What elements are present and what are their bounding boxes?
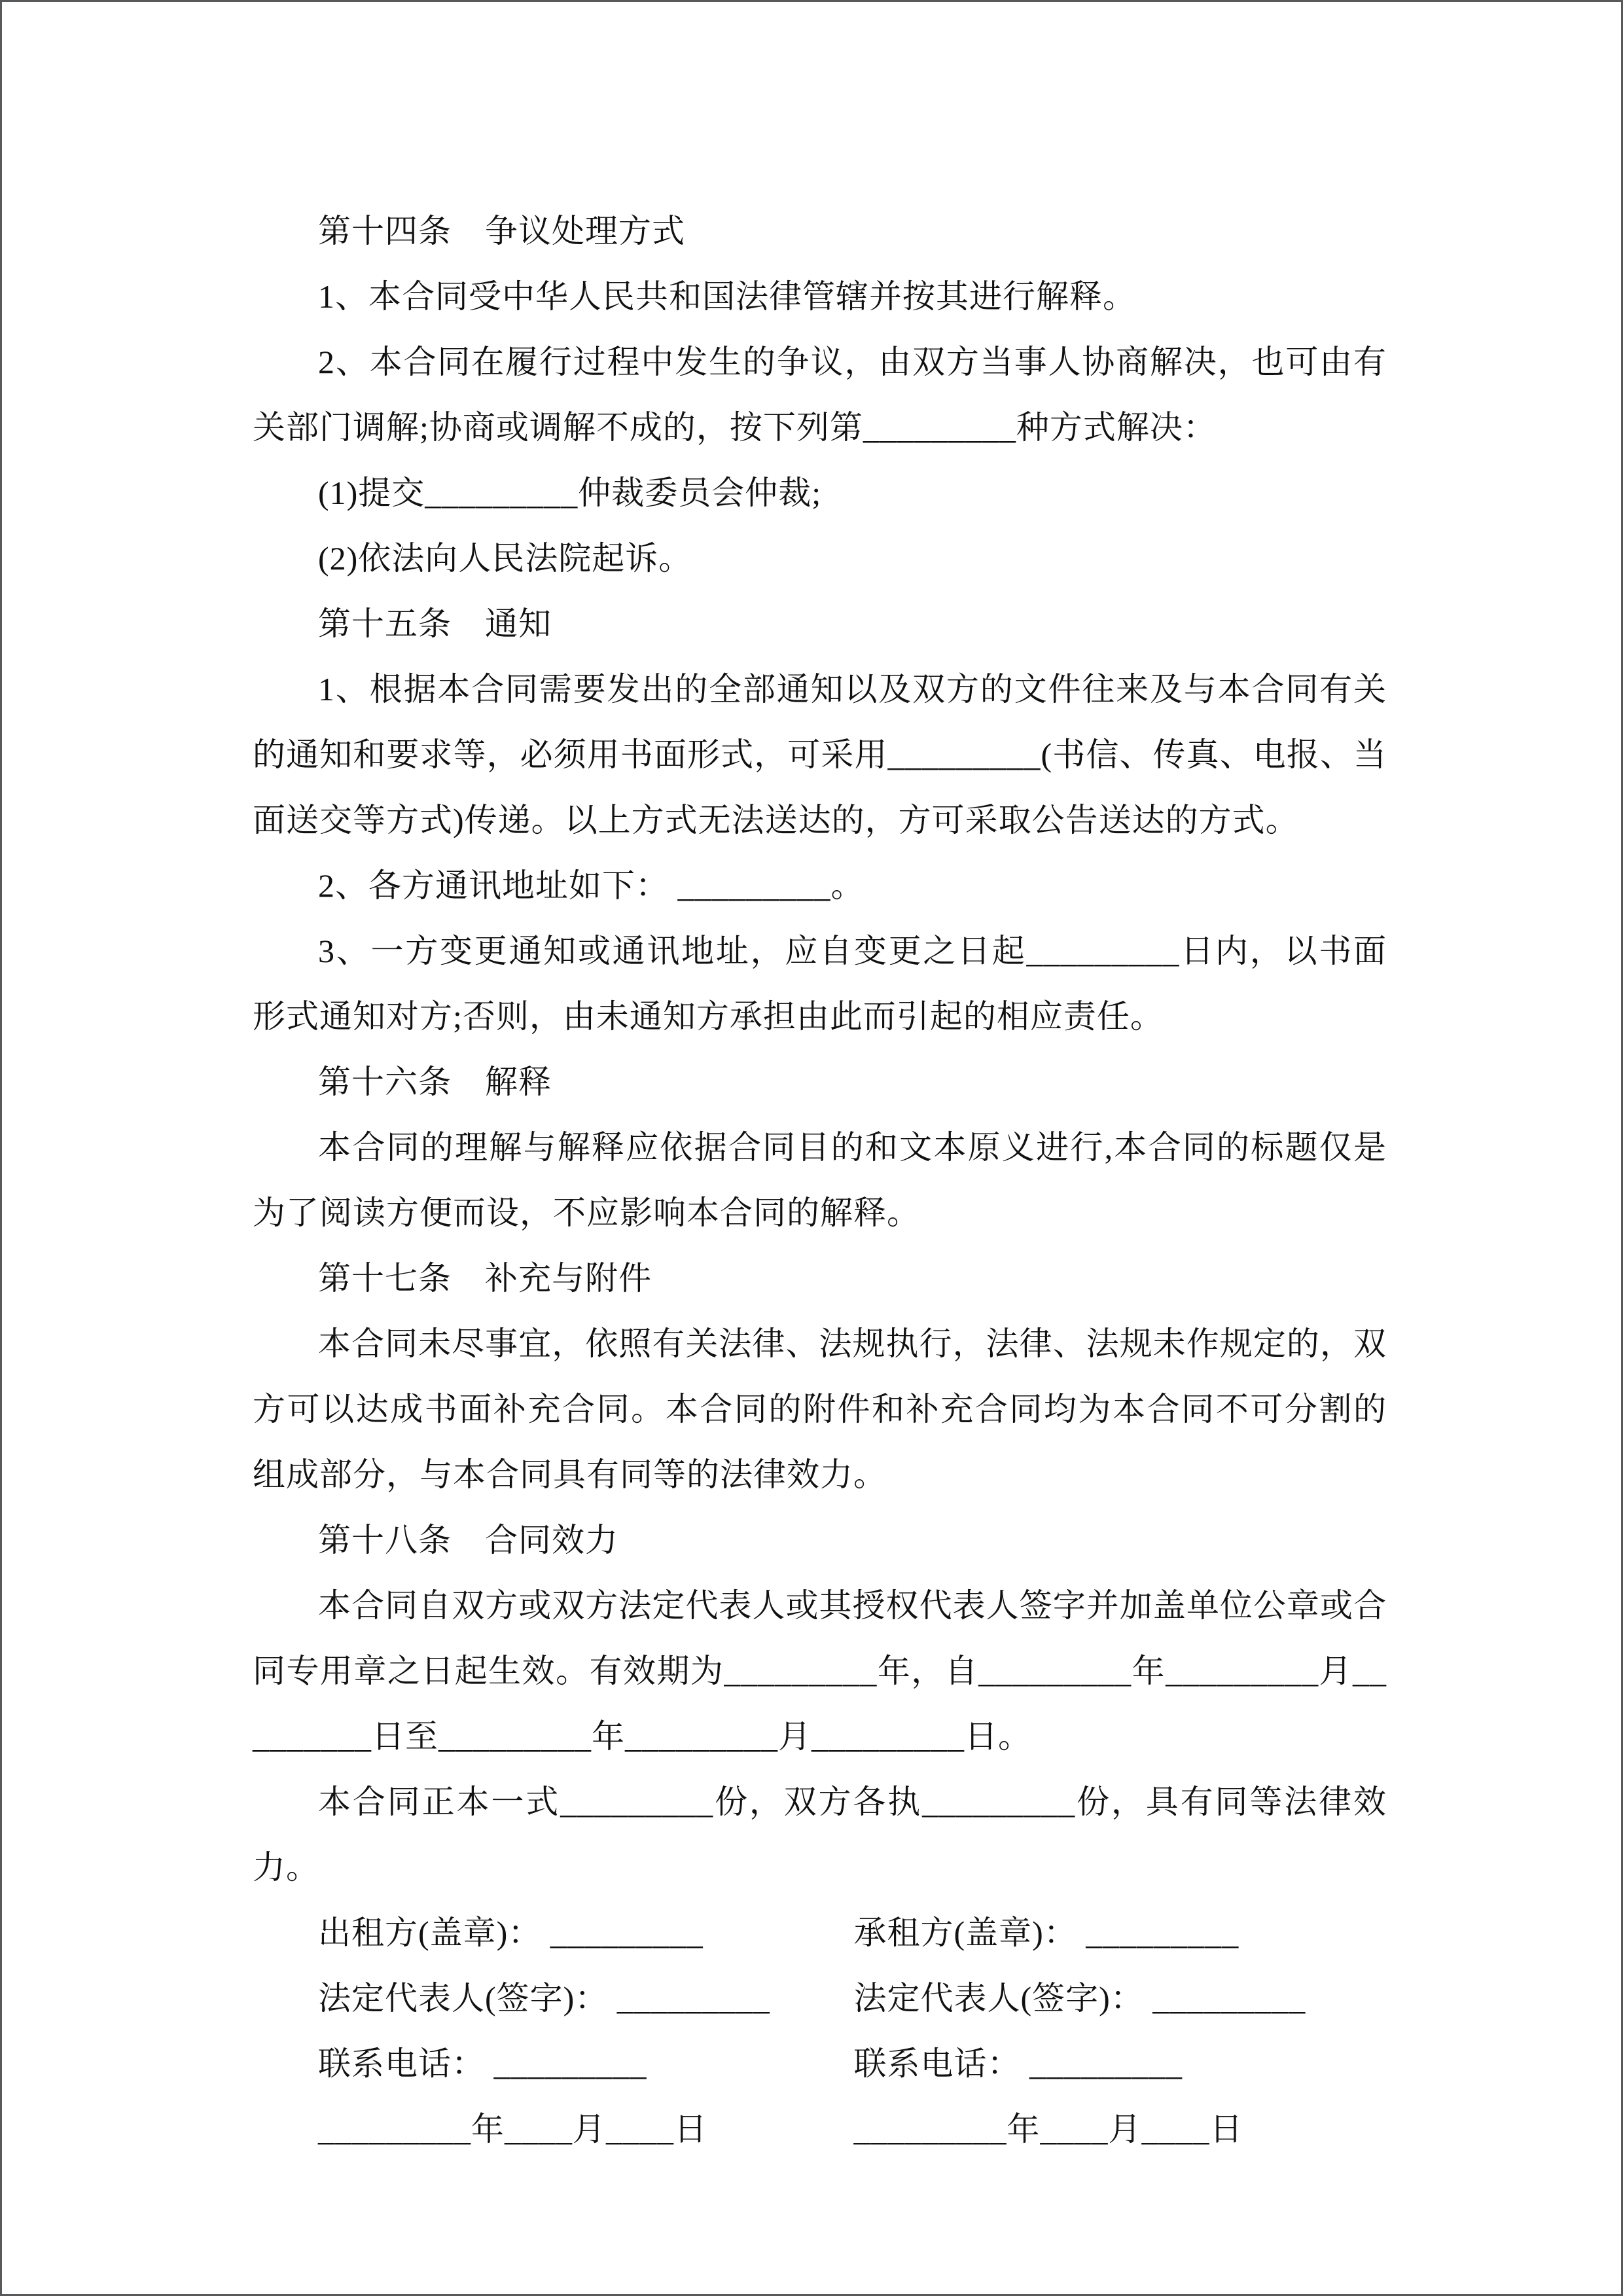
article-14-clause-1: 1、本合同受中华人民共和国法律管辖并按其进行解释。 xyxy=(318,278,1136,315)
signature-block xyxy=(253,1900,1387,2162)
lessor-seal: 出租方(盖章)： _________ xyxy=(318,1914,704,1951)
lessee-phone: 联系电话： _________ xyxy=(853,2045,1183,2082)
representative-signature-row xyxy=(253,1965,1387,2031)
article-16-heading: 第十六条 解释 xyxy=(318,1064,552,1100)
page-content xyxy=(2,2,1621,2294)
lessor-phone: 联系电话： _________ xyxy=(318,2045,647,2082)
lessee-representative-signature: 法定代表人(签字)： _________ xyxy=(853,1980,1306,2017)
lessee-seal: 承租方(盖章)： _________ xyxy=(853,1914,1240,1951)
lessee-date: _________年____月____日 xyxy=(853,2111,1243,2147)
contract-body xyxy=(253,198,1387,2162)
phone-row xyxy=(253,2031,1387,2096)
date-row xyxy=(253,2096,1387,2162)
article-14-clause-2: 2、本合同在履行过程中发生的争议，由双方当事人协商解决，也可由有关部门调解;协商或调解不成的，按下列第_________种方式解决： xyxy=(253,344,1387,446)
article-15-clause-3: 3、一方变更通知或通讯地址，应自变更之日起_________日内，以书面形式通知对方;否则，由未通知方承担由此而引起的相应责任。 xyxy=(253,933,1387,1035)
arbitration-option: (1)提交_________仲裁委员会仲裁; xyxy=(318,475,822,511)
article-17-heading: 第十七条 补充与附件 xyxy=(318,1260,652,1297)
seal-row xyxy=(253,1900,1387,1965)
article-15-clause-2: 2、各方通讯地址如下： _________。 xyxy=(318,867,865,904)
court-option: (2)依法向人民法院起诉。 xyxy=(318,540,692,577)
copies-paragraph: 本合同正本一式_________份，双方各执_________份，具有同等法律效力。 xyxy=(253,1784,1387,1886)
article-18-heading: 第十八条 合同效力 xyxy=(318,1522,618,1558)
article-15-clause-1: 1、根据本合同需要发出的全部通知以及双方的文件往来及与本合同有关的通知和要求等，必须用书面形式，可采用_________(书信、传真、电报、当面送交等方式)传递。以上方式无法送达的，方可采取公告送达的方式。 xyxy=(253,671,1387,838)
lessor-date: _________年____月____日 xyxy=(318,2111,707,2147)
article-18-body: 本合同自双方或双方法定代表人或其授权代表人签字并加盖单位公章或合同专用章之日起生效。有效期为_________年，自_________年_________月_________日至_________年_________月_________日。 xyxy=(253,1587,1387,1755)
article-14-heading: 第十四条 争议处理方式 xyxy=(318,213,685,249)
article-17-body: 本合同未尽事宜，依照有关法律、法规执行，法律、法规未作规定的，双方可以达成书面补充合同。本合同的附件和补充合同均为本合同不可分割的组成部分，与本合同具有同等的法律效力。 xyxy=(253,1325,1387,1493)
lessor-representative-signature: 法定代表人(签字)： _________ xyxy=(318,1980,770,2017)
article-16-body: 本合同的理解与解释应依据合同目的和文本原义进行,本合同的标题仅是为了阅读方便而设，不应影响本合同的解释。 xyxy=(253,1129,1387,1231)
article-15-heading: 第十五条 通知 xyxy=(318,605,552,642)
